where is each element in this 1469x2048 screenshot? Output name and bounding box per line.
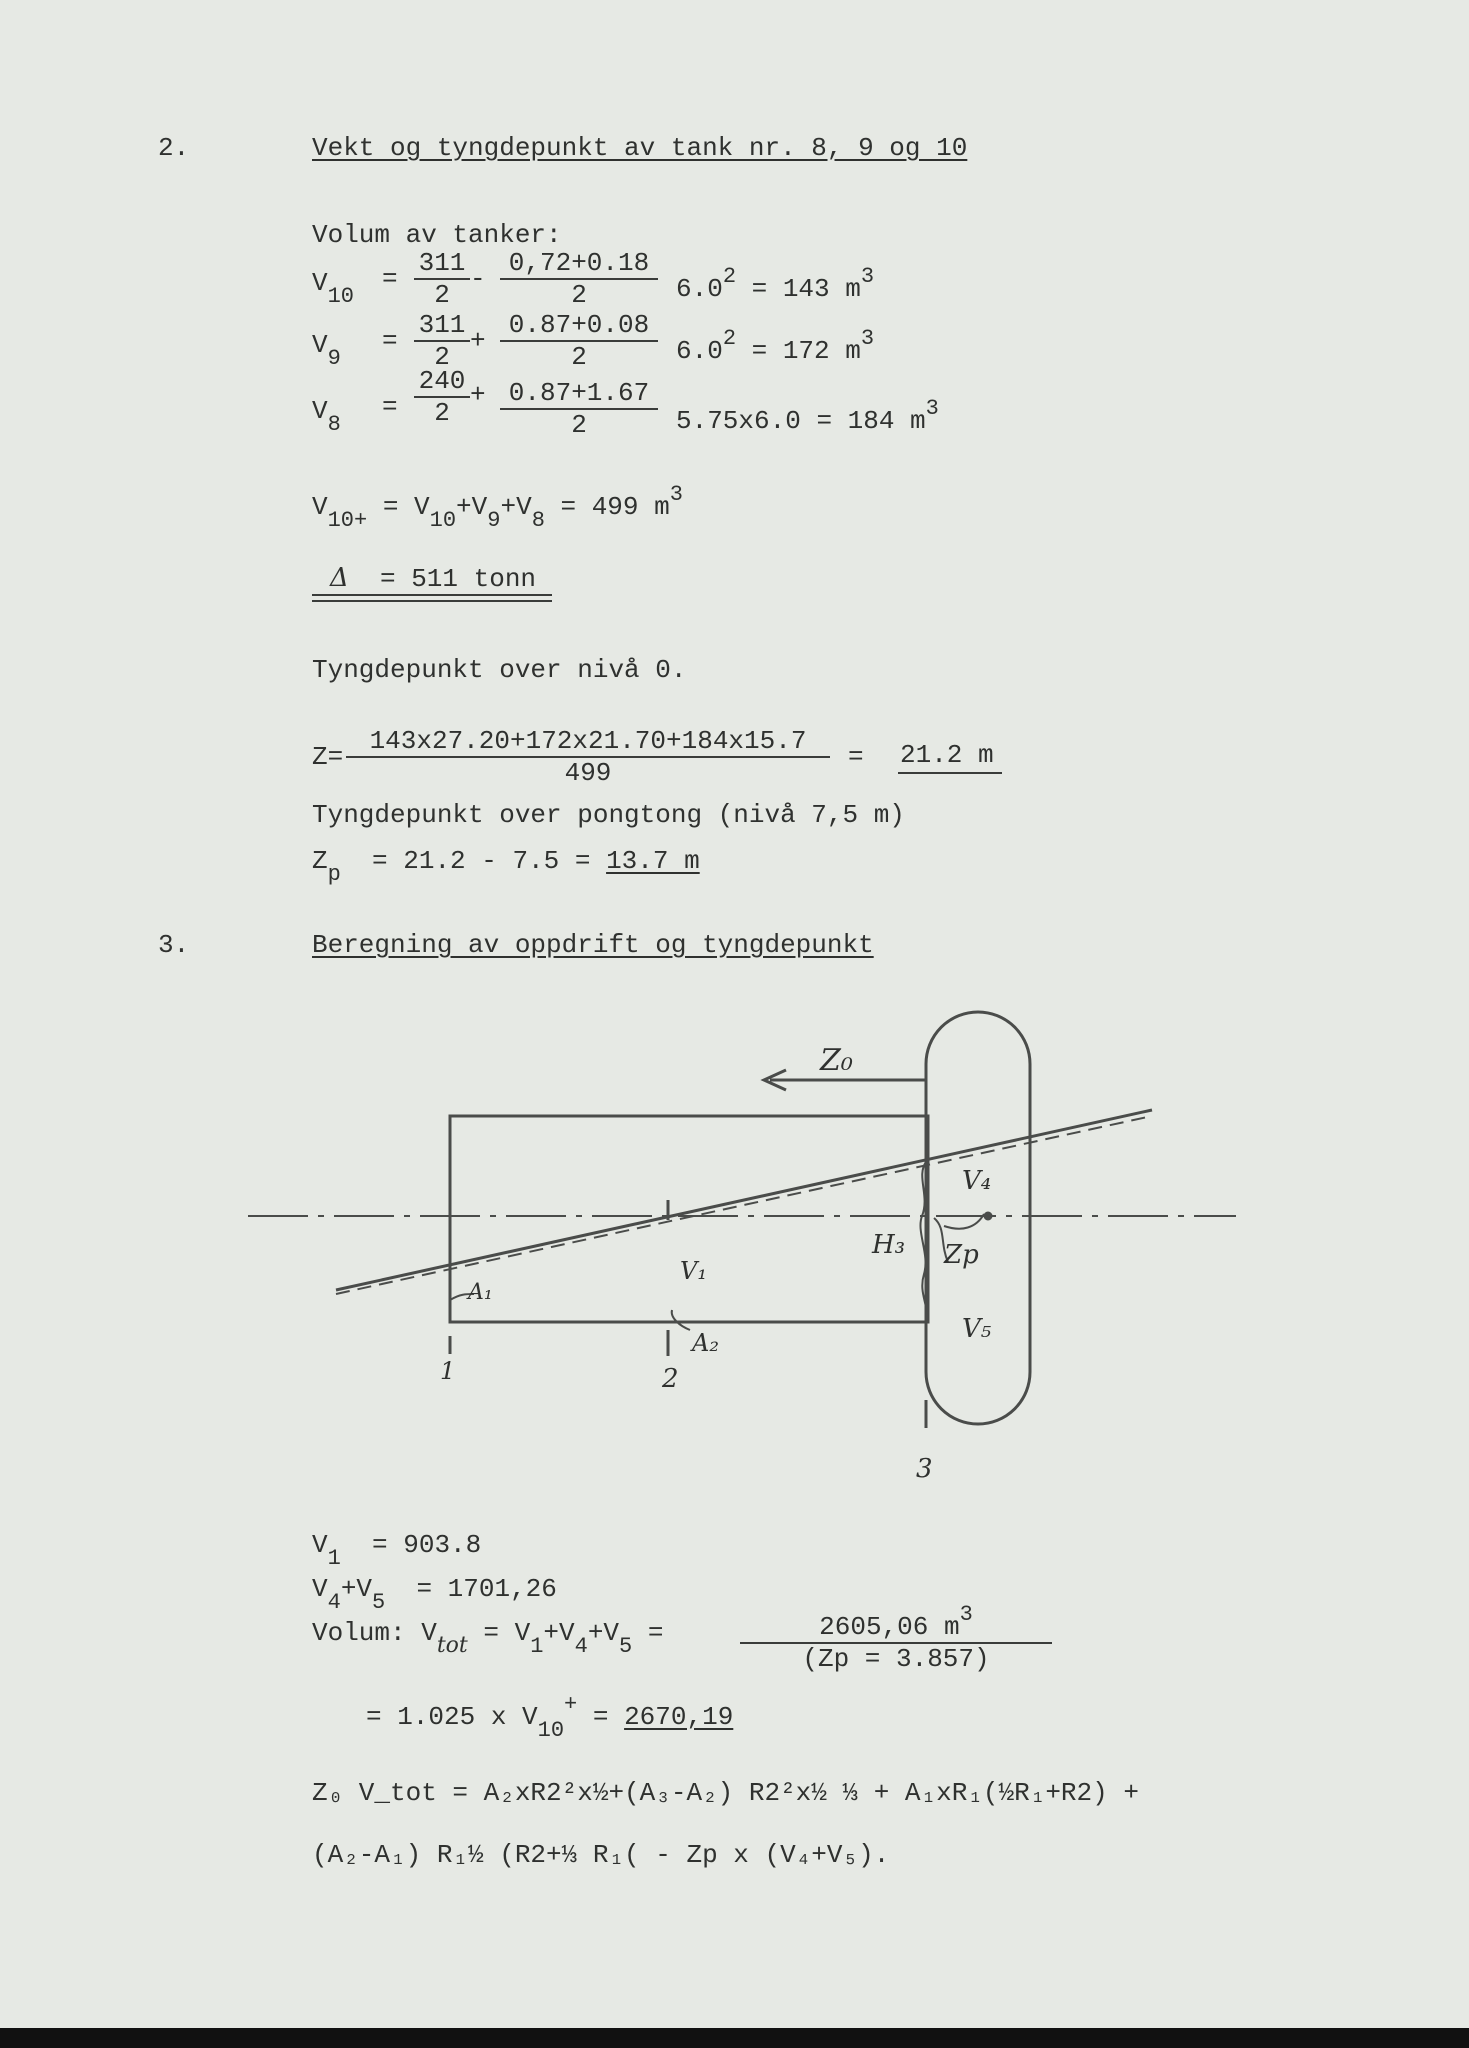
label-a1: A₁ xyxy=(468,1280,493,1305)
label-mark-2: 2 xyxy=(662,1364,679,1394)
pontoon-box xyxy=(450,1116,928,1322)
v9-tail: $6.0^2 = 172$ $m^3$ xyxy=(676,326,875,366)
displacement-line: = 1.025 x $V_{10}^+ = 2670,19$ xyxy=(366,1692,734,1743)
moment-equation-line-1: Z₀ V_tot = A₂xR2²x½+(A₃-A₂) R2²x½ ⅓ + A₁xR₁(½R₁+R2) + xyxy=(312,1778,1139,1808)
section-2-number: 2. xyxy=(158,133,190,163)
v10-operator: - xyxy=(470,264,486,294)
volume-total-fraction: $\frac{2605,06 m^3}{(Zp = 3.857)}$ xyxy=(740,1600,1052,1674)
v8-fraction-2: $\frac{0.87+1.67}{2}$ xyxy=(500,378,658,440)
volume-total-line: Volum: $V_{tot} = V_1+V_4+V_5$ = xyxy=(312,1618,664,1659)
v1-line: $V_1 = 903.8$ xyxy=(312,1530,482,1571)
volume-label: Volum av tanker: xyxy=(312,220,562,250)
v10-symbol: $V_{10}$ xyxy=(312,268,355,309)
moment-equation-line-2: (A₂-A₁) R₁½ (R2+⅓ R₁( - Zp x (V₄+V₅). xyxy=(312,1840,890,1870)
label-v4: V₄ xyxy=(962,1166,992,1196)
section-2-title: Vekt og tyngdepunkt av tank nr. 8, 9 og 10 xyxy=(312,133,968,163)
v8-symbol: $V_8$ xyxy=(312,396,341,437)
cog-pontoon-label: Tyngdepunkt over pongtong (nivå 7,5 m) xyxy=(312,800,905,830)
v10-fraction-1: $\frac{311}{2}$ xyxy=(414,248,470,310)
cog-level-0-label: Tyngdepunkt over nivå 0. xyxy=(312,655,687,685)
v8-equals: = xyxy=(382,392,398,422)
delta-line: Δ = 511 tonn xyxy=(330,563,537,594)
vsum-line: $V_{10+} = V_{10}+V_9+V_8 = 499$ $m^3$ xyxy=(312,482,683,533)
delta-symbol: Δ xyxy=(330,563,349,593)
z-lhs: Z= xyxy=(312,742,344,772)
label-v1: V₁ xyxy=(680,1257,707,1285)
v10-tail: $6.0^2 = 143$ $m^3$ xyxy=(676,264,875,304)
v10-equals: = xyxy=(382,264,398,294)
column-shape xyxy=(926,1012,1030,1424)
v9-operator: + xyxy=(470,326,486,356)
z-fraction: $\frac{143x27.20+172x21.70+184x15.7}{499}$ xyxy=(346,726,830,788)
a2-leader xyxy=(672,1310,690,1330)
v10-fraction-2: $\frac{0,72+0.18}{2}$ xyxy=(500,248,658,310)
v9-equals: = xyxy=(382,326,398,356)
label-mark-3: 3 xyxy=(916,1454,933,1484)
v8-tail: 5.75x6.0 = 184 $m^3$ xyxy=(676,396,939,436)
v9-fraction-1: $\frac{311}{2}$ xyxy=(414,310,470,372)
v9-symbol: $V_9$ xyxy=(312,330,341,371)
label-zp: Zp xyxy=(944,1240,979,1270)
label-h3: H₃ xyxy=(872,1230,906,1260)
zp-line: $Z_p = 21.2 - 7.5 = 13.7$ m xyxy=(312,846,700,887)
z-result: 21.2 m xyxy=(900,740,994,770)
v8-operator: + xyxy=(470,380,486,410)
scan-bottom-edge xyxy=(0,2028,1469,2048)
v4-v5-line: $V_4+V_5 = 1701,26$ xyxy=(312,1574,557,1615)
label-mark-1: 1 xyxy=(440,1357,456,1385)
v9-fraction-2: $\frac{0.87+0.08}{2}$ xyxy=(500,310,658,372)
v8-fraction-1: $\frac{240}{2}$ xyxy=(414,366,470,428)
section-3-title: Beregning av oppdrift og tyngdepunkt xyxy=(312,930,874,960)
label-v5: V₅ xyxy=(962,1314,992,1344)
z-equals: = xyxy=(848,742,864,772)
label-a2: A₂ xyxy=(692,1329,719,1357)
label-zo: Z₀ xyxy=(820,1043,853,1078)
section-3-number: 3. xyxy=(158,930,190,960)
